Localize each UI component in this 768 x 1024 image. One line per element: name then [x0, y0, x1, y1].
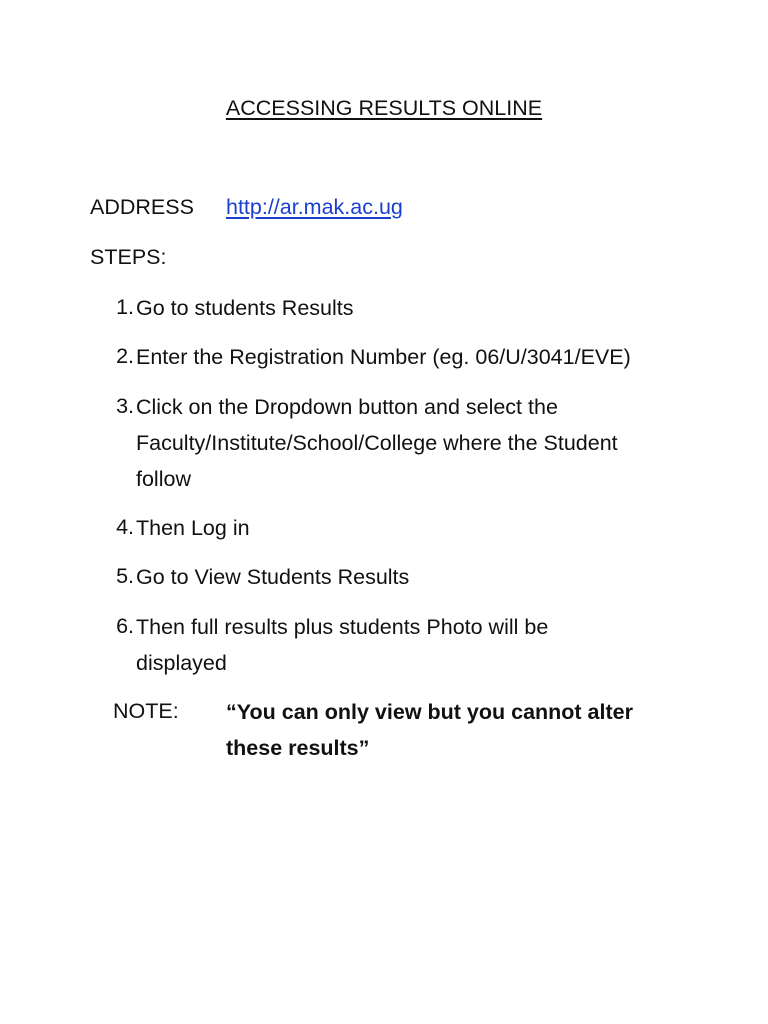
address-label: ADDRESS — [90, 195, 194, 219]
step-number: 6. — [116, 614, 134, 638]
note-line: these results” — [226, 736, 370, 760]
step-text — [136, 394, 618, 502]
step-number: 4. — [116, 515, 134, 539]
address-link[interactable]: http://ar.mak.ac.ug — [226, 195, 403, 219]
step-line: Click on the Dropdown button and select the — [136, 395, 558, 419]
step-number: 5. — [116, 564, 134, 588]
step-text — [136, 295, 354, 331]
step-number: 1. — [116, 295, 134, 319]
step-line: follow — [136, 467, 191, 491]
steps-label: STEPS: — [90, 245, 167, 269]
step-number: 3. — [116, 394, 134, 418]
step-line: Then full results plus students Photo will be — [136, 615, 549, 639]
note-line: “You can only view but you cannot alter — [226, 700, 633, 724]
step-text — [136, 614, 548, 686]
step-line: Faculty/Institute/School/College where the Student — [136, 431, 618, 455]
step-text — [136, 515, 250, 551]
document-title: ACCESSING RESULTS ONLINE — [225, 96, 543, 120]
note-label: NOTE: — [113, 699, 179, 723]
step-line: Then Log in — [136, 516, 250, 540]
note-text — [226, 699, 633, 771]
step-text — [136, 564, 409, 600]
step-line: Enter the Registration Number (eg. 06/U/3041/EVE) — [136, 345, 631, 369]
step-number: 2. — [116, 344, 134, 368]
step-line: Go to students Results — [136, 296, 354, 320]
step-line: displayed — [136, 651, 227, 675]
step-line: Go to View Students Results — [136, 565, 410, 589]
step-text — [136, 344, 631, 380]
